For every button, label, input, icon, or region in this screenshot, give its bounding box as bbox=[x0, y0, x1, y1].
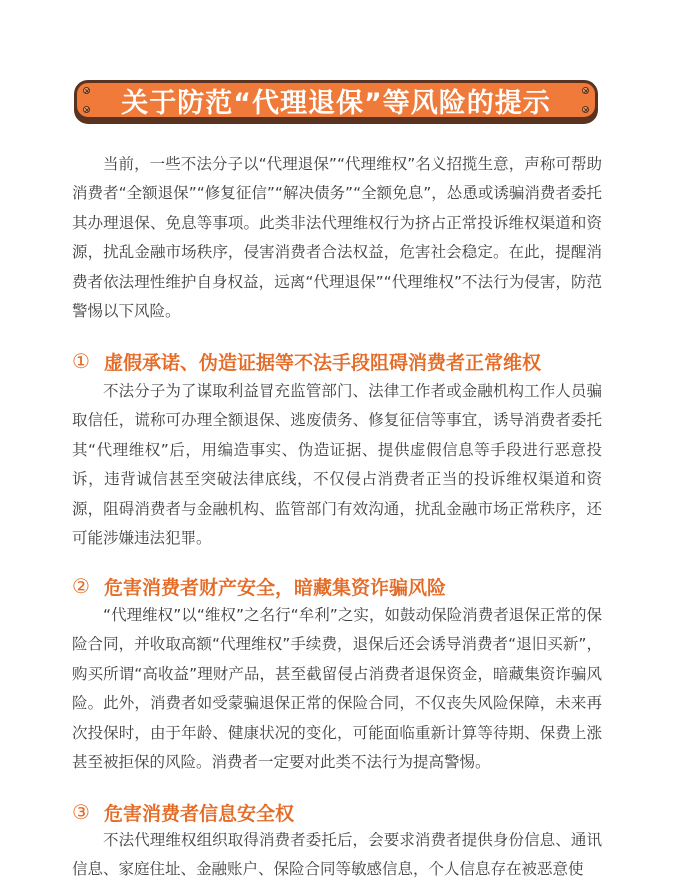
section-heading-2 bbox=[72, 571, 632, 601]
intro-paragraph: 当前，一些不法分子以“代理退保”“代理维权”名义招揽生意，声称可帮助消费者“全额退保”“修复征信”“解决债务”“全额免息”，怂恿或诱骗消费者委托其办理退保、免息等事项。此类非法代理维权行为挤占正常投诉维权渠道和资源，扰乱金融市场秩序，侵害消费者合法权益，危害社会稳定。在此，提醒消费者依法理性维护自身权益，远离“代理退保”“代理维权”不法行为侵害，防范警惕以下风险。 bbox=[72, 155, 602, 321]
section-heading-text-3: 危害消费者信息安全权 bbox=[103, 802, 294, 825]
page-title: 关于防范“代理退保”等风险的提示 bbox=[121, 87, 551, 119]
bolt-icon bbox=[83, 106, 90, 113]
section-number-3: ③ bbox=[72, 800, 90, 824]
title-banner bbox=[74, 80, 598, 120]
bolt-icon bbox=[83, 87, 90, 94]
bolt-icon bbox=[582, 87, 589, 94]
section-heading-3 bbox=[72, 797, 632, 827]
section-number-1: ① bbox=[72, 349, 90, 373]
section-heading-1 bbox=[72, 346, 632, 376]
section-heading-text-1: 虚假承诺、伪造证据等不法手段阻碍消费者正常维权 bbox=[103, 351, 541, 374]
section-heading-text-2: 危害消费者财产安全，暗藏集资诈骗风险 bbox=[103, 576, 446, 599]
bolt-icon bbox=[582, 106, 589, 113]
section-number-2: ② bbox=[72, 574, 90, 598]
section-body-3: 不法代理维权组织取得消费者委托后，会要求消费者提供身份信息、通讯信息、家庭住址、金融账户、保险合同等敏感信息，个人信息存在被恶意使 bbox=[72, 831, 602, 879]
section-body-2: “代理维权”以“维权”之名行“牟利”之实，如鼓动保险消费者退保正常的保险合同，并收取高额“代理维权”手续费，退保后还会诱导消费者“退旧买新”，购买所谓“高收益”理财产品，甚至截留侵占消费者退保资金，暗藏集资诈骗风险。此外，消费者如受蒙骗退保正常的保险合同，不仅丧失风险保障，未来再次投保时，由于年龄、健康状况的变化，可能面临重新计算等待期、保费上涨甚至被拒保的风险。消费者一定要对此类不法行为提高警惕。 bbox=[72, 606, 602, 772]
section-body-1: 不法分子为了谋取利益冒充监管部门、法律工作者或金融机构工作人员骗取信任，谎称可办理全额退保、逃废债务、修复征信等事宜，诱导消费者委托其“代理维权”后，用编造事实、伪造证据、提供虚假信息等手段进行恶意投诉，违背诚信甚至突破法律底线，不仅侵占消费者正当的投诉维权渠道和资源，阻碍消费者与金融机构、监管部门有效沟通，扰乱金融市场正常秩序，还可能涉嫌违法犯罪。 bbox=[72, 382, 602, 548]
